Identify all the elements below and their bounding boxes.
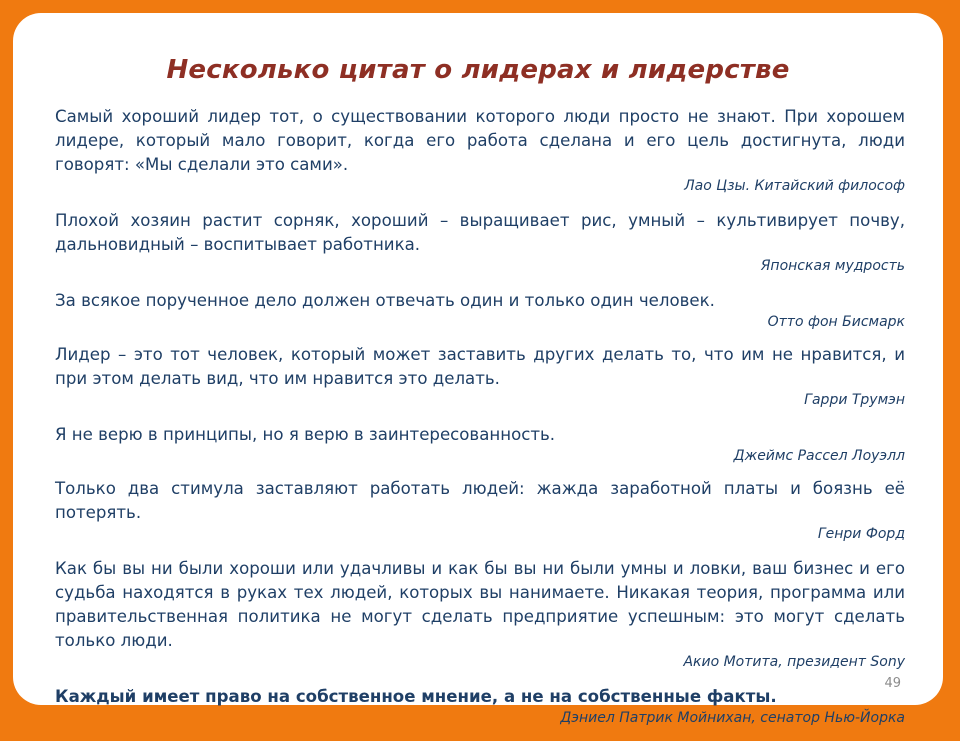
quote-text: Самый хороший лидер тот, о существовании которого люди просто не знают. При хорошем лидере, который мало говорит, когда его работа сделана и его цель достигнута, люди говорят: «Мы сделали это сами». <box>55 107 905 174</box>
quote-block <box>55 343 905 409</box>
quote-block <box>55 105 905 195</box>
quote-author: Генри Форд <box>817 526 905 542</box>
quote-block <box>55 423 905 465</box>
quote-block <box>55 477 905 543</box>
quote-author: Джеймс Рассел Лоуэлл <box>733 448 905 464</box>
quote-block <box>55 289 905 331</box>
quote-author: Лао Цзы. Китайский философ <box>684 178 905 194</box>
quote-author: Отто фон Бисмарк <box>767 314 905 330</box>
quotes-list <box>55 105 905 741</box>
quote-text: За всякое порученное дело должен отвечать один и только один человек. <box>55 291 715 310</box>
page-number: 49 <box>884 676 901 691</box>
quote-author: Дэниел Патрик Мойнихан, сенатор Нью-Йорка <box>560 710 905 726</box>
quote-text: Плохой хозяин растит сорняк, хороший – выращивает рис, умный – культивирует почву, дальновидный – воспитывает работника. <box>55 211 905 254</box>
quote-text: Я не верю в принципы, но я верю в заинтересованность. <box>55 425 556 444</box>
quote-author: Гарри Трумэн <box>804 392 905 408</box>
quote-text: Как бы вы ни были хороши или удачливы и как бы вы ни были умны и ловки, ваш бизнес и его судьба находятся в руках тех людей, которых вы нанимаете. Никакая теория, программа или правительственная политика не могут сделать предприятие успешным: это могут сделать только люди. <box>55 559 905 650</box>
quote-text: Только два стимула заставляют работать людей: жажда заработной платы и боязнь её потерять. <box>55 479 905 522</box>
quote-block <box>55 685 905 727</box>
quote-text: Каждый имеет право на собственное мнение, а не на собственные факты. <box>55 687 777 706</box>
slide-title: Несколько цитат о лидерах и лидерстве <box>166 55 790 85</box>
quote-text: Лидер – это тот человек, который может заставить других делать то, что им не нравится, и при этом делать вид, что им нравится это делать. <box>55 345 905 388</box>
slide-card <box>13 13 943 726</box>
quote-author: Японская мудрость <box>760 258 905 274</box>
quote-block <box>55 557 905 671</box>
quote-author: Акио Мотита, президент Sony <box>683 654 905 670</box>
quote-block <box>55 209 905 275</box>
